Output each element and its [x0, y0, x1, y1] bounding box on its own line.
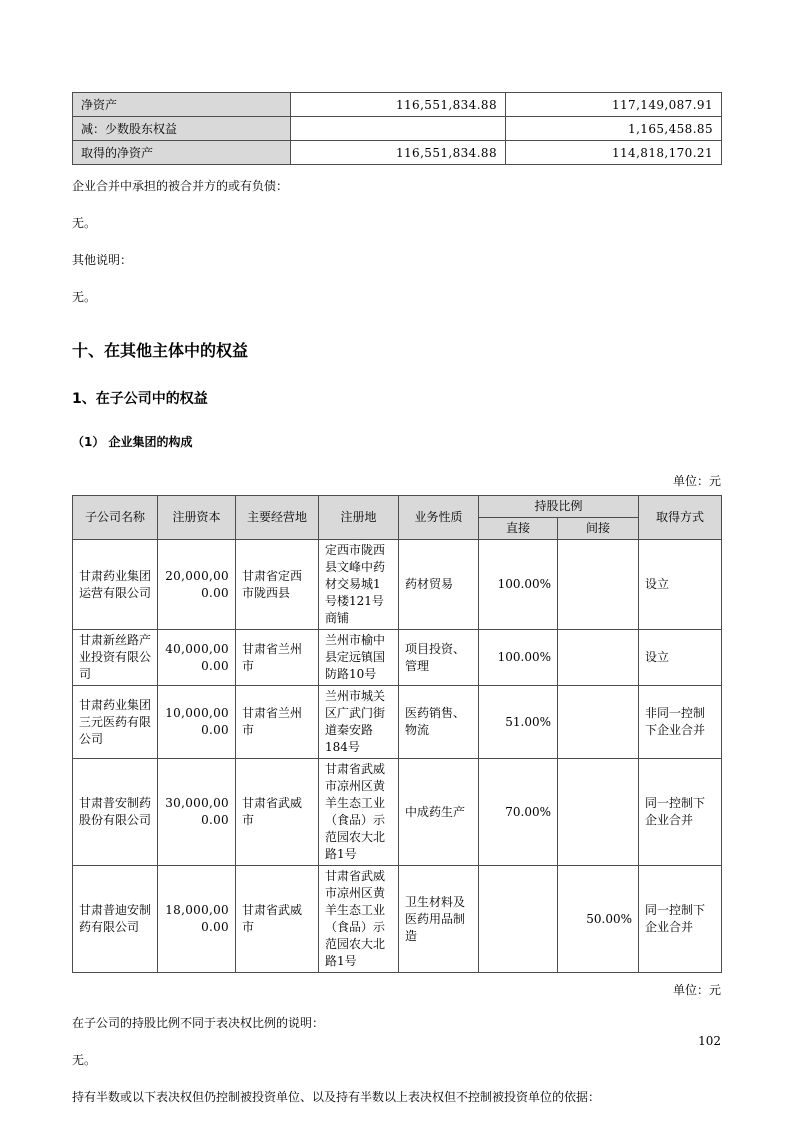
subsidiary-row [73, 630, 722, 686]
business-nature: 医药销售、物流 [399, 686, 479, 759]
registered-place: 兰州市城关区广武门街道秦安路184号 [319, 686, 399, 759]
table-row [73, 93, 722, 117]
direct-holding: 51.00% [479, 686, 558, 759]
subsidiary-name: 甘肃新丝路产业投资有限公司 [73, 630, 158, 686]
subsidiary-row [73, 759, 722, 866]
acquisition-method: 非同一控制下企业合并 [639, 686, 722, 759]
summary-row-value-1 [291, 117, 506, 141]
col-header-business: 业务性质 [399, 496, 479, 540]
business-nature: 中成药生产 [399, 759, 479, 866]
business-nature: 药材贸易 [399, 540, 479, 630]
summary-row-label: 净资产 [73, 93, 291, 117]
acquisition-method: 同一控制下企业合并 [639, 866, 722, 973]
direct-holding: 100.00% [479, 540, 558, 630]
summary-row-label: 取得的净资产 [73, 141, 291, 165]
indirect-holding: 50.00% [558, 866, 639, 973]
acquisition-method: 设立 [639, 540, 722, 630]
other-notes-label: 其他说明： [72, 253, 133, 267]
main-place: 甘肃省武威市 [236, 866, 319, 973]
item-heading: （1） 企业集团的构成 [72, 435, 193, 449]
registered-capital: 20,000,000.00 [158, 540, 236, 630]
summary-row-value-1: 116,551,834.88 [291, 93, 506, 117]
table-header-row [73, 496, 722, 518]
summary-row-label: 减：少数股东权益 [73, 117, 291, 141]
col-header-main-place: 主要经营地 [236, 496, 319, 540]
unit-label-top: 单位：元 [672, 474, 721, 488]
none-statement: 无。 [72, 216, 97, 230]
table-row [73, 141, 722, 165]
business-nature: 卫生材料及医药用品制造 [399, 866, 479, 973]
indirect-holding [558, 630, 639, 686]
col-header-name: 子公司名称 [73, 496, 158, 540]
main-place: 甘肃省定西市陇西县 [236, 540, 319, 630]
registered-place: 甘肃省武威市凉州区黄羊生态工业（食品）示范园农大北路1号 [319, 759, 399, 866]
subsidiary-name: 甘肃普迪安制药有限公司 [73, 866, 158, 973]
subsidiary-row [73, 540, 722, 630]
page-number: 102 [698, 1034, 721, 1048]
summary-row-value-2: 114,818,170.21 [506, 141, 722, 165]
unit-label-bottom: 单位：元 [672, 983, 721, 997]
direct-holding [479, 866, 558, 973]
section-heading: 十、在其他主体中的权益 [72, 341, 249, 360]
none-statement: 无。 [72, 1053, 97, 1067]
subsidiary-name: 甘肃普安制药股份有限公司 [73, 759, 158, 866]
main-place: 甘肃省兰州市 [236, 686, 319, 759]
registered-capital: 30,000,000.00 [158, 759, 236, 866]
indirect-holding [558, 540, 639, 630]
registered-place: 兰州市榆中县定远镇国防路10号 [319, 630, 399, 686]
col-header-reg-place: 注册地 [319, 496, 399, 540]
indirect-holding [558, 686, 639, 759]
registered-capital: 18,000,000.00 [158, 866, 236, 973]
col-header-direct: 直接 [479, 518, 558, 540]
summary-row-value-1: 116,551,834.88 [291, 141, 506, 165]
voting-ratio-note-label: 在子公司的持股比例不同于表决权比例的说明： [72, 1016, 325, 1030]
indirect-holding [558, 759, 639, 866]
subsection-heading: 1、在子公司中的权益 [72, 391, 208, 407]
registered-place: 定西市陇西县文峰中药材交易城1号楼121号商铺 [319, 540, 399, 630]
subsidiary-row [73, 686, 722, 759]
summary-row-value-2: 117,149,087.91 [506, 93, 722, 117]
business-nature: 项目投资、管理 [399, 630, 479, 686]
main-place: 甘肃省兰州市 [236, 630, 319, 686]
summary-row-value-2: 1,165,458.85 [506, 117, 722, 141]
main-place: 甘肃省武威市 [236, 759, 319, 866]
subsidiary-row [73, 866, 722, 973]
table-row [73, 117, 722, 141]
col-header-indirect: 间接 [558, 518, 639, 540]
col-header-holding-ratio: 持股比例 [479, 496, 639, 518]
net-assets-summary-table [72, 92, 722, 165]
acquisition-method: 设立 [639, 630, 722, 686]
col-header-capital: 注册资本 [158, 496, 236, 540]
direct-holding: 70.00% [479, 759, 558, 866]
col-header-method: 取得方式 [639, 496, 722, 540]
subsidiary-name: 甘肃药业集团运营有限公司 [73, 540, 158, 630]
registered-capital: 40,000,000.00 [158, 630, 236, 686]
acquisition-method: 同一控制下企业合并 [639, 759, 722, 866]
none-statement: 无。 [72, 290, 97, 304]
subsidiary-name: 甘肃药业集团三元医药有限公司 [73, 686, 158, 759]
contingent-liabilities-label: 企业合并中承担的被合并方的或有负债： [72, 179, 289, 193]
subsidiaries-table [72, 495, 722, 973]
registered-place: 甘肃省武威市凉州区黄羊生态工业（食品）示范园农大北路1号 [319, 866, 399, 973]
control-basis-label: 持有半数或以下表决权但仍控制被投资单位、以及持有半数以上表决权但不控制被投资单位的依据： [72, 1090, 601, 1104]
direct-holding: 100.00% [479, 630, 558, 686]
registered-capital: 10,000,000.00 [158, 686, 236, 759]
